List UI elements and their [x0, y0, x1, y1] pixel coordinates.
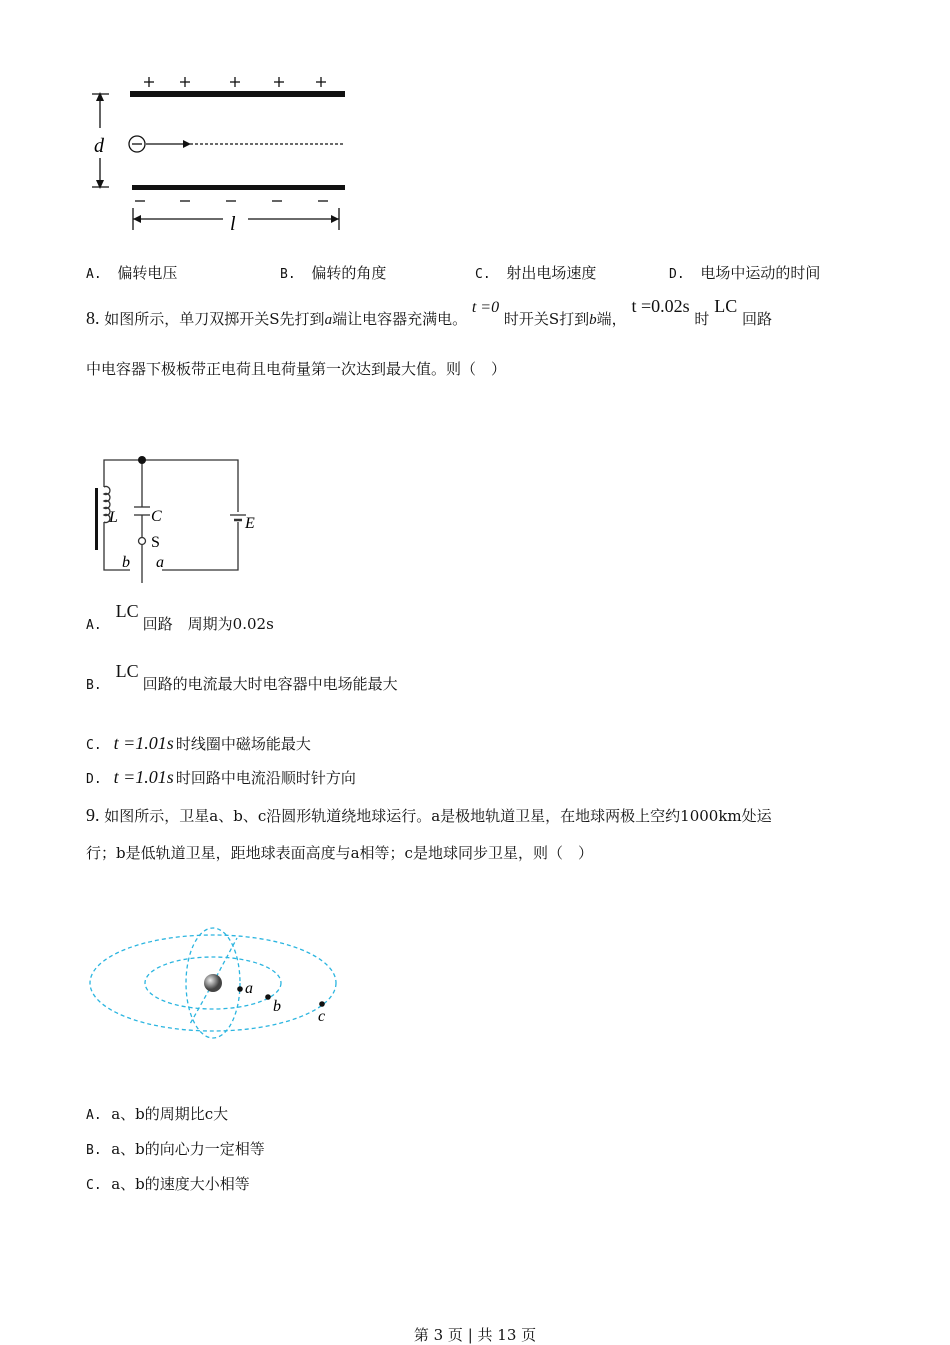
text: 时: [694, 310, 710, 328]
label-L: L: [109, 509, 118, 526]
option-text: 时线圈中磁场能最大: [175, 735, 311, 753]
option-letter: A.: [86, 618, 102, 633]
text: 端，: [596, 310, 627, 328]
math: t =1.01s: [113, 733, 174, 753]
option-letter: C.: [86, 1178, 102, 1193]
math: LC: [115, 601, 139, 621]
label-a: a: [156, 554, 164, 571]
label-E: E: [245, 515, 255, 532]
q8-option-d[interactable]: [86, 767, 356, 788]
label-S: S: [151, 534, 160, 551]
text: 端让电容器充满电。: [332, 310, 468, 328]
text: 回路: [742, 310, 773, 328]
text: b: [589, 312, 597, 328]
lc-circuit-figure: [85, 450, 275, 585]
option-letter: D.: [669, 267, 685, 282]
q7-option-c[interactable]: [475, 262, 596, 283]
label-l: l: [230, 213, 236, 235]
question-number: 9.: [86, 805, 100, 825]
q7-option-b[interactable]: [280, 262, 386, 283]
q9-stem-line2: 行；b是低轨道卫星，距地球表面高度与a相等；c是地球同步卫星，则（ ）: [86, 844, 593, 862]
option-text: 回路 周期为0.02s: [142, 615, 274, 633]
q8-option-a[interactable]: [86, 601, 274, 634]
q9-option-c[interactable]: [86, 1173, 250, 1194]
math: t =0: [471, 299, 500, 316]
option-text: 回路的电流最大时电容器中电场能最大: [142, 675, 398, 693]
q9-stem-line1: [86, 805, 772, 826]
option-text: 偏转的角度: [311, 264, 387, 282]
page-footer: 第 3 页 | 共 13 页: [413, 1326, 537, 1344]
text: a: [324, 312, 333, 328]
label-c: c: [318, 1008, 326, 1025]
option-text: 偏转电压: [117, 264, 178, 282]
option-letter: B.: [86, 678, 102, 693]
option-text: 时回路中电流沿顺时针方向: [175, 769, 356, 787]
math: LC: [115, 661, 139, 681]
label-d: d: [94, 135, 104, 157]
question-number: 8.: [86, 308, 100, 328]
option-letter: A.: [86, 1108, 102, 1123]
text: 时开关S打到: [503, 310, 590, 328]
option-letter: D.: [86, 772, 102, 787]
option-text: 射出电场速度: [506, 264, 597, 282]
option-letter: C.: [475, 267, 491, 282]
text: 如图所示，卫星a、b、c沿圆形轨道绕地球运行。a是极地轨道卫星，在地球两极上空约1000km处运: [104, 807, 772, 825]
math: t =1.01s: [113, 767, 174, 787]
option-text: a、b的向心力一定相等: [111, 1140, 265, 1158]
label-a: a: [245, 980, 253, 997]
math: LC: [714, 296, 738, 316]
q8-stem-line2: 中电容器下极板带正电荷且电荷量第一次达到最大值。则（ ）: [86, 360, 507, 378]
deflection-figure: [85, 70, 355, 240]
math: t =0.02s: [631, 296, 690, 316]
q9-option-b[interactable]: [86, 1138, 265, 1159]
satellite-orbits-figure: [85, 920, 345, 1045]
q8-stem-line1: [86, 296, 773, 329]
label-b: b: [273, 998, 281, 1015]
option-text: a、b的速度大小相等: [111, 1175, 250, 1193]
option-text: 电场中运动的时间: [700, 264, 821, 282]
option-text: a、b的周期比c大: [111, 1105, 229, 1123]
q7-option-d[interactable]: [669, 262, 820, 283]
option-letter: B.: [280, 267, 296, 282]
q8-option-b[interactable]: [86, 661, 398, 694]
option-letter: C.: [86, 738, 102, 753]
q7-option-a[interactable]: [86, 262, 177, 283]
text: 如图所示，单刀双掷开关S先打到: [104, 310, 325, 328]
label-C: C: [151, 508, 162, 525]
q8-option-c[interactable]: [86, 733, 311, 754]
option-letter: A.: [86, 267, 102, 282]
option-letter: B.: [86, 1143, 102, 1158]
q9-option-a[interactable]: [86, 1103, 228, 1124]
label-b: b: [122, 554, 130, 571]
